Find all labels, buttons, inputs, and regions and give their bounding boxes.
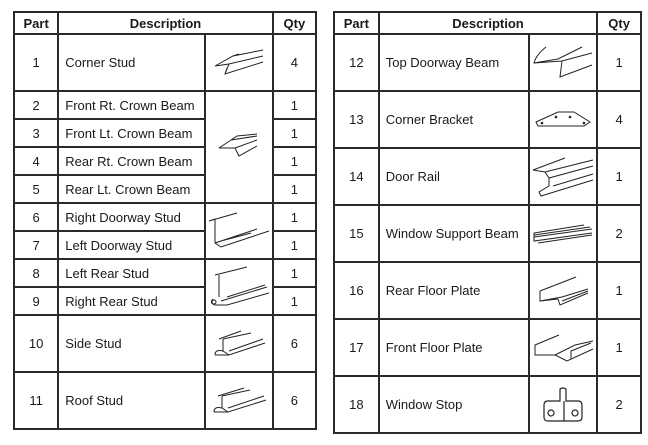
table-row (334, 205, 641, 262)
part-qty: 6 (273, 315, 316, 372)
part-number: 2 (14, 91, 58, 119)
front-floor-plate-icon (529, 319, 597, 376)
part-number: 11 (14, 372, 58, 429)
part-qty: 1 (273, 147, 316, 175)
table-row (334, 91, 641, 148)
part-qty: 1 (273, 91, 316, 119)
part-description: Right Rear Stud (58, 287, 205, 315)
corner-stud-icon (205, 34, 272, 91)
part-number: 10 (14, 315, 58, 372)
header-part: Part (334, 12, 379, 34)
top-doorway-beam-icon (529, 34, 597, 91)
table-row (14, 259, 316, 287)
table-row (334, 262, 641, 319)
table-row (14, 315, 316, 372)
part-description: Top Doorway Beam (379, 34, 529, 91)
part-number: 15 (334, 205, 379, 262)
table-row (334, 319, 641, 376)
table-row (334, 34, 641, 91)
part-qty: 2 (597, 205, 641, 262)
part-number: 5 (14, 175, 58, 203)
crown-beam-icon (205, 91, 272, 203)
parts-table-right (333, 11, 642, 434)
table-row (334, 148, 641, 205)
rear-floor-plate-icon (529, 262, 597, 319)
part-number: 18 (334, 376, 379, 433)
table-row (14, 34, 316, 91)
header-row (334, 12, 641, 34)
part-description: Corner Stud (58, 34, 205, 91)
doorway-stud-icon (205, 203, 272, 259)
side-stud-icon (205, 315, 272, 372)
part-description: Front Floor Plate (379, 319, 529, 376)
part-number: 3 (14, 119, 58, 147)
part-number: 16 (334, 262, 379, 319)
window-stop-icon (529, 376, 597, 433)
part-description: Front Lt. Crown Beam (58, 119, 205, 147)
part-description: Window Stop (379, 376, 529, 433)
part-qty: 4 (597, 91, 641, 148)
part-qty: 1 (273, 203, 316, 231)
table-row (14, 372, 316, 429)
part-description: Window Support Beam (379, 205, 529, 262)
part-description: Side Stud (58, 315, 205, 372)
roof-stud-icon (205, 372, 272, 429)
part-number: 9 (14, 287, 58, 315)
table-row (14, 203, 316, 231)
part-description: Left Rear Stud (58, 259, 205, 287)
part-qty: 1 (597, 34, 641, 91)
part-description: Corner Bracket (379, 91, 529, 148)
part-number: 6 (14, 203, 58, 231)
part-qty: 1 (273, 287, 316, 315)
part-description: Left Doorway Stud (58, 231, 205, 259)
rear-stud-icon (205, 259, 272, 315)
part-qty: 6 (273, 372, 316, 429)
part-number: 13 (334, 91, 379, 148)
part-number: 12 (334, 34, 379, 91)
part-description: Door Rail (379, 148, 529, 205)
part-qty: 1 (597, 262, 641, 319)
header-description: Description (58, 12, 272, 34)
part-qty: 1 (273, 119, 316, 147)
header-description: Description (379, 12, 598, 34)
header-qty: Qty (597, 12, 641, 34)
corner-bracket-icon (529, 91, 597, 148)
part-qty: 2 (597, 376, 641, 433)
part-qty: 1 (273, 231, 316, 259)
part-qty: 4 (273, 34, 316, 91)
part-number: 1 (14, 34, 58, 91)
table-row (334, 376, 641, 433)
header-qty: Qty (273, 12, 316, 34)
parts-table-left (13, 11, 317, 430)
part-number: 17 (334, 319, 379, 376)
part-qty: 1 (597, 319, 641, 376)
part-qty: 1 (273, 259, 316, 287)
table-row (14, 91, 316, 119)
part-description: Front Rt. Crown Beam (58, 91, 205, 119)
part-description: Rear Floor Plate (379, 262, 529, 319)
part-number: 4 (14, 147, 58, 175)
part-description: Rear Lt. Crown Beam (58, 175, 205, 203)
part-qty: 1 (597, 148, 641, 205)
part-number: 7 (14, 231, 58, 259)
part-description: Rear Rt. Crown Beam (58, 147, 205, 175)
header-part: Part (14, 12, 58, 34)
part-number: 14 (334, 148, 379, 205)
door-rail-icon (529, 148, 597, 205)
part-number: 8 (14, 259, 58, 287)
header-row (14, 12, 316, 34)
window-support-beam-icon (529, 205, 597, 262)
part-description: Roof Stud (58, 372, 205, 429)
part-description: Right Doorway Stud (58, 203, 205, 231)
part-qty: 1 (273, 175, 316, 203)
